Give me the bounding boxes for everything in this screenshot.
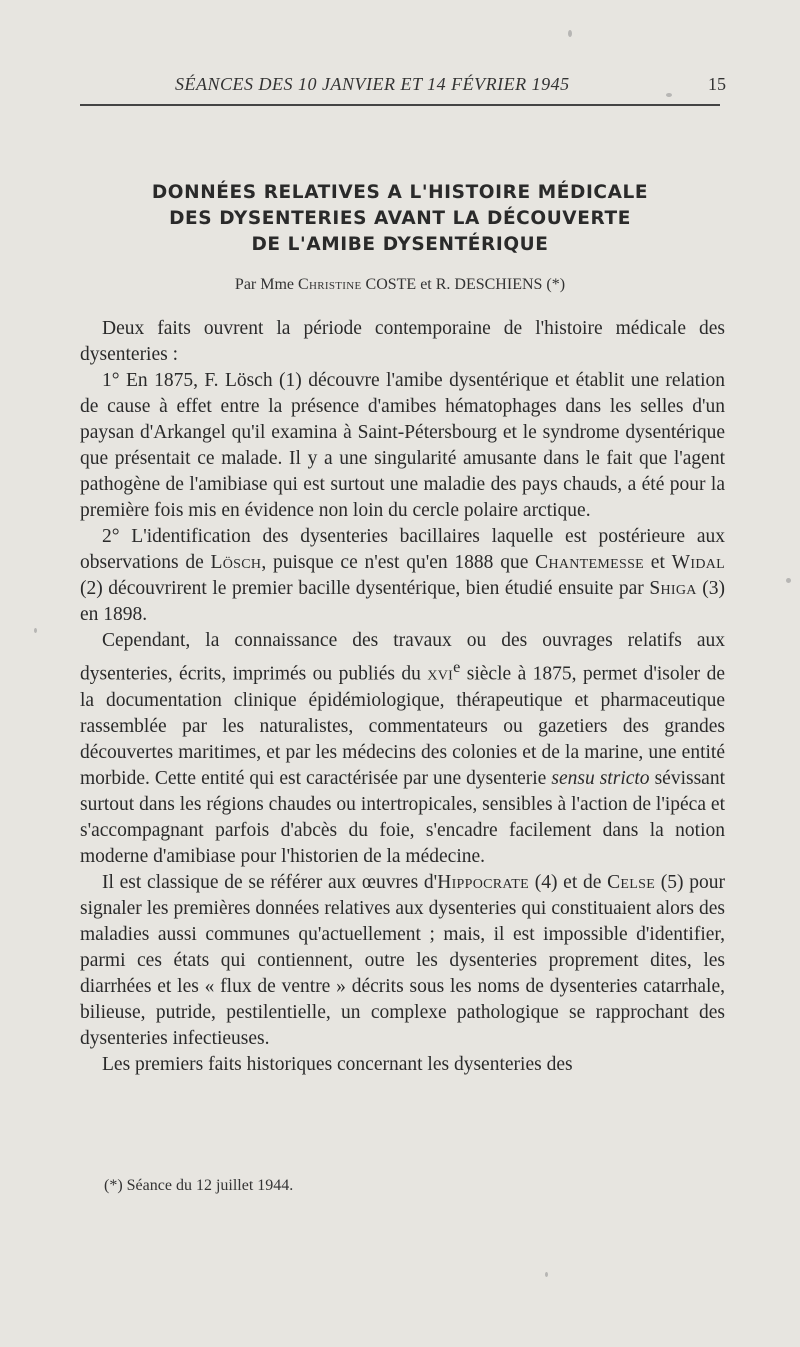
byline-prefix: Par Mme xyxy=(234,276,295,293)
paragraph-2: 1° En 1875, F. Lösch (1) découvre l'amibe dysentérique et établit une relation de cause à effet entre la présence d'amibes hématophages dans les selles d'un paysan d'Arkangel qu'il examina à Saint-Pétersbourg et le syndrome dysentérique que présentait ce malade. Il y a une singularité amusante dans le fait que l'agent pathogène de l'amibiase qui est surtout une maladie des pays chauds, a été pour la première fois mis en évidence non loin du cercle polaire arctique. xyxy=(80,370,725,521)
paragraph-3-text-a: 2° L'identification des dysenteries bacillaires laquelle est postérieure aux observations de xyxy=(80,526,725,573)
paragraph-5 xyxy=(80,870,725,1052)
running-head-title: SÉANCES DES 10 JANVIER ET 14 FÉVRIER 1945 xyxy=(175,74,570,94)
paper-speck xyxy=(568,30,572,37)
paragraph-3 xyxy=(80,524,725,628)
century-numeral: xvi xyxy=(427,663,454,685)
name-hippocrate: Hippocrate xyxy=(437,871,529,893)
paragraph-5-text-b: (4) et de xyxy=(534,871,602,893)
paragraph-5-text-c: (5) pour signaler les premières données relatives aux dysenteries qui constituaient alors des maladies aussi communes qu'actuellement ; mais, il est impossible d'identifier, parmi ces états qui contiennent, outre les dysenteries proprement dites, les diarrhées et les « flux de ventre » décrits sous les noms de dysenteries catarrhale, bilieuse, putride, pestilentielle, un complexe pathologique se rapprochant des dysenteries infectieuses. xyxy=(80,871,726,1049)
byline-first-name: Christine xyxy=(298,276,362,293)
article-title xyxy=(60,180,740,258)
paragraph-3-text-e: (3) en 1898. xyxy=(80,578,726,625)
name-shiga: Shiga xyxy=(649,578,697,599)
running-head xyxy=(80,74,726,98)
footnote: (*) Séance du 12 juillet 1944. xyxy=(104,1177,294,1194)
name-chantemesse: Chantemesse xyxy=(535,552,645,573)
paragraph-5-text-a: Il est classique de se référer aux œuvres d' xyxy=(102,871,438,893)
paragraph-4-text-b: siècle à 1875, permet d'isoler de la documentation clinique épidémiologique, thérapeutique et pharmaceutique rassemblée par les naturalistes, commentateurs ou gazetiers des grandes découvertes maritimes, et par les médecins des colonies et de la marine, une entité morbide. Cette entité qui est caractérisée par une dysenterie xyxy=(80,663,725,789)
name-widal: Widal xyxy=(671,552,725,573)
paper-speck xyxy=(34,628,37,633)
italic-sensu-stricto: sensu stricto xyxy=(551,767,650,789)
paragraph-3-text-d: (2) découvrirent le premier bacille dysentérique, bien étudié ensuite par xyxy=(80,578,644,599)
paragraph-4 xyxy=(80,628,725,870)
title-line-3: DE L'AMIBE DYSENTÉRIQUE xyxy=(251,234,549,255)
century-superscript: e xyxy=(453,658,461,676)
paper-speck xyxy=(545,1272,548,1277)
paragraph-3-text-b: , puisque ce n'est qu'en 1888 que xyxy=(261,552,529,573)
paragraph-6: Les premiers faits historiques concernant les dysenteries des xyxy=(102,1053,573,1075)
name-losch: Lösch xyxy=(210,552,262,573)
paragraph-4-text-a: Cependant, la connaissance des travaux ou des ouvrages relatifs aux dysenteries, écrits, imprimés ou publiés du xyxy=(80,630,725,685)
title-line-1: DONNÉES RELATIVES A L'HISTOIRE MÉDICALE xyxy=(151,182,649,203)
title-line-2: DES DYSENTERIES AVANT LA DÉCOUVERTE xyxy=(169,208,631,229)
paragraph-1: Deux faits ouvrent la période contemporaine de l'histoire médicale des dysenteries : xyxy=(80,318,725,365)
name-celse: Celse xyxy=(607,871,656,893)
byline xyxy=(60,276,740,294)
page-number: 15 xyxy=(708,74,726,94)
paper-speck xyxy=(666,93,672,97)
paragraph-3-text-c: et xyxy=(650,552,665,573)
byline-authors: COSTE et R. DESCHIENS xyxy=(365,276,543,293)
body-text xyxy=(80,316,725,1078)
paragraph-4-text-c: sévissant surtout dans les régions chaudes ou intertropicales, sensibles à l'action de l'ipéca et s'accompagnant parfois d'abcès du foie, s'encadre facilement dans la notion moderne d'amibiase pour l'historien de la médecine. xyxy=(80,767,726,867)
header-rule xyxy=(80,104,720,106)
paper-speck xyxy=(786,578,791,583)
byline-footnote-mark: (*) xyxy=(546,276,566,293)
